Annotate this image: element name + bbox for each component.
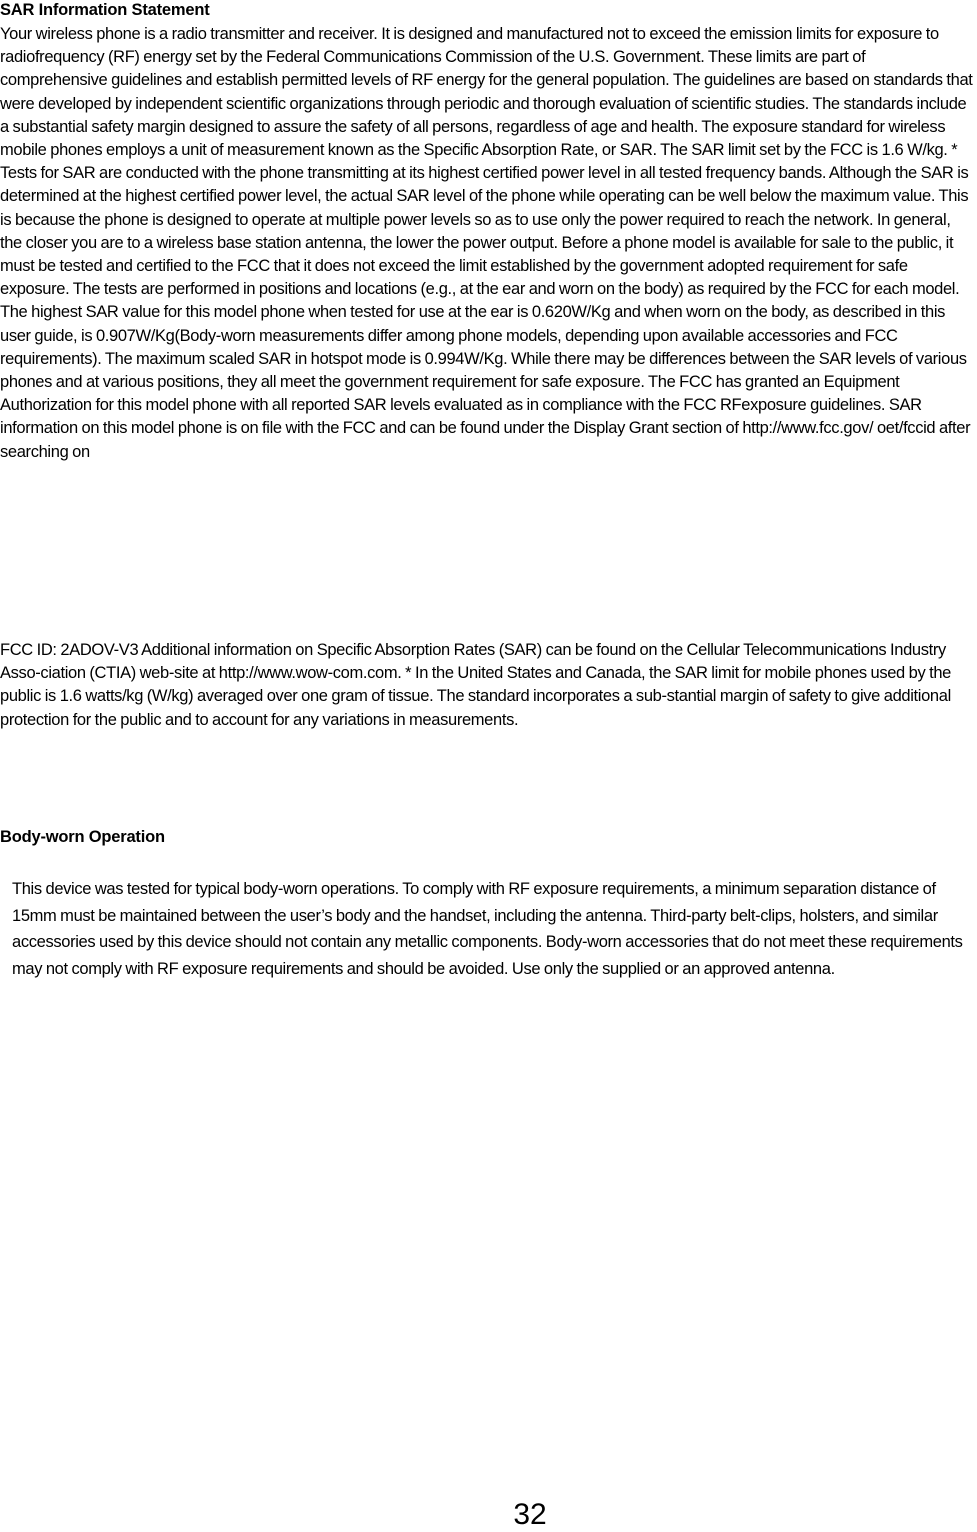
- page-number: 32: [513, 1498, 547, 1531]
- sar-paragraph-1: Your wireless phone is a radio transmitter and receiver. It is designed and manufactured not to exceed the emission limits for exposure to radiofrequency (RF) energy set by the Federal Communications Commission of the U.S. Government. These limits are part of comprehensive guidelines and establish permitted levels of RF energy for the general population. The guidelines are based on standards that were developed by independent scientific organizations through periodic and thorough evaluation of scientific studies. The standards include a substantial safety margin designed to assure the safety of all persons, regardless of age and health. The exposure standard for wireless mobile phones employs a unit of measurement known as the Specific Absorption Rate, or SAR. The SAR limit set by the FCC is 1.6 W/kg. * Tests for SAR are conducted with the phone transmitting at its highest certified power level in all tested frequency bands. Although the SAR is determined at the highest certified power level, the actual SAR level of the phone while operating can be well below the maximum value. This is because the phone is designed to operate at multiple power levels so as to use only the power required to reach the network. In general, the closer you are to a wireless base station antenna, the lower the power output. Before a phone model is available for sale to the public, it must be tested and certified to the FCC that it does not exceed the limit established by the government adopted requirement for safe exposure. The tests are performed in positions and locations (e.g., at the ear and worn on the body) as required by the FCC for each model. The highest SAR value for this model phone when tested for use at the ear is 0.620W/Kg and when worn on the body, as described in this user guide, is 0.907W/Kg(Body-worn measurements differ among phone models, depending upon available accessories and FCC requirements). The maximum scaled SAR in hotspot mode is 0.994W/Kg. While there may be differences between the SAR levels of various phones and at various positions, they all meet the government requirement for safe exposure. The FCC has granted an Equipment Authorization for this model phone with all reported SAR levels evaluated as in compliance with the FCC RFexposure guidelines. SAR information on this model phone is on file with the FCC and can be found under the Display Grant section of http://www.fcc.gov/ oet/fccid after searching on: [0, 25, 973, 461]
- sar-paragraph-2: FCC ID: 2ADOV-V3 Additional information on Specific Absorption Rates (SAR) can be found on the Cellular Telecommunications Industry Asso-ciation (CTIA) web-site at http://www.wow-com.com. * In the United States and Canada, the SAR limit for mobile phones used by the public is 1.6 watts/kg (W/kg) averaged over one gram of tissue. The standard incorporates a sub-stantial margin of safety to give additional protection for the public and to account for any variations in measurements.: [0, 641, 951, 729]
- body-worn-paragraph: This device was tested for typical body-worn operations. To comply with RF exposure requirements, a minimum separation distance of 15mm must be maintained between the user’s body and the handset, including the antenna. Third-party belt-clips, holsters, and similar accessories used by this device should not contain any metallic components. Body-worn accessories that do not meet these requirements may not comply with RF exposure requirements and should be avoided. Use only the supplied or an approved antenna.: [12, 880, 963, 978]
- body-worn-section-title: Body-worn Operation: [0, 828, 165, 846]
- sar-section-title: SAR Information Statement: [0, 1, 210, 19]
